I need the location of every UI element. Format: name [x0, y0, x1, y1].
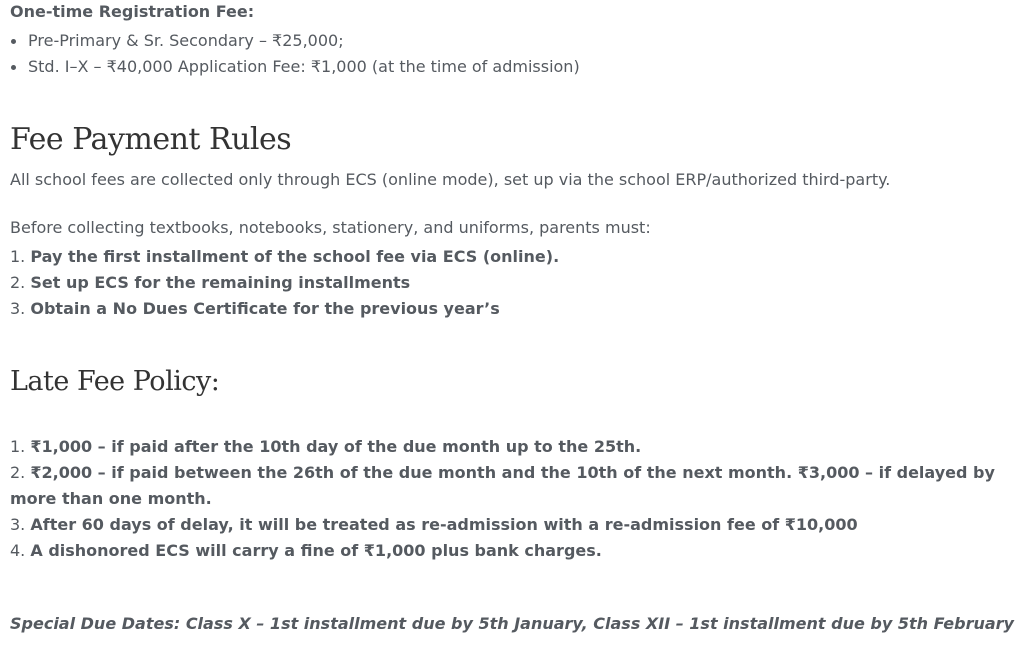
late-fee-rule [10, 538, 1018, 564]
special-due-dates: Special Due Dates: Class X – 1st installment due by 5th January, Class XII – 1st installment due by 5th February [10, 614, 1014, 633]
late-fee-rule [10, 512, 1018, 538]
late-fee-rule [10, 434, 1018, 460]
late-fee-rule-text: A dishonored ECS will carry a fine of ₹1,000 plus bank charges. [30, 541, 602, 560]
late-fee-rule-number: 2. [10, 463, 26, 482]
late-fee-rule-number: 3. [10, 515, 26, 534]
late-fee-rule-text: ₹2,000 – if paid between the 26th of the due month and the 10th of the next month. ₹3,000 – if delayed by more than one month. [10, 463, 995, 508]
late-fee-rules-list [10, 434, 1018, 564]
registration-fee-title: One-time Registration Fee: [10, 2, 255, 21]
payment-step-text: Set up ECS for the remaining installments [30, 273, 411, 292]
late-fee-rule-number: 4. [10, 541, 26, 560]
registration-fee-item: Pre-Primary & Sr. Secondary – ₹25,000; [10, 28, 580, 54]
payment-step-number: 1. [10, 247, 26, 266]
late-fee-policy-heading: Late Fee Policy: [10, 366, 220, 397]
before-collecting-text: Before collecting textbooks, notebooks, stationery, and uniforms, parents must: [10, 218, 651, 237]
payment-step-text: Obtain a No Dues Certificate for the previous year’s [30, 299, 500, 318]
payment-step [10, 270, 559, 296]
late-fee-rule [10, 460, 1018, 512]
late-fee-rule-text: After 60 days of delay, it will be treated as re-admission with a re-admission fee of ₹10,000 [30, 515, 858, 534]
payment-step [10, 244, 559, 270]
payment-step-text: Pay the first installment of the school fee via ECS (online). [30, 247, 560, 266]
payment-step-number: 3. [10, 299, 26, 318]
fee-collection-text: All school fees are collected only through ECS (online mode), set up via the school ERP/authorized third-party. [10, 170, 891, 189]
payment-step-number: 2. [10, 273, 26, 292]
late-fee-rule-number: 1. [10, 437, 26, 456]
payment-steps-list [10, 244, 559, 322]
fee-payment-rules-heading: Fee Payment Rules [10, 122, 292, 157]
payment-step [10, 296, 559, 322]
late-fee-rule-text: ₹1,000 – if paid after the 10th day of the due month up to the 25th. [30, 437, 642, 456]
registration-fee-item: Std. I–X – ₹40,000 Application Fee: ₹1,000 (at the time of admission) [10, 54, 580, 80]
registration-fee-list [10, 28, 580, 80]
